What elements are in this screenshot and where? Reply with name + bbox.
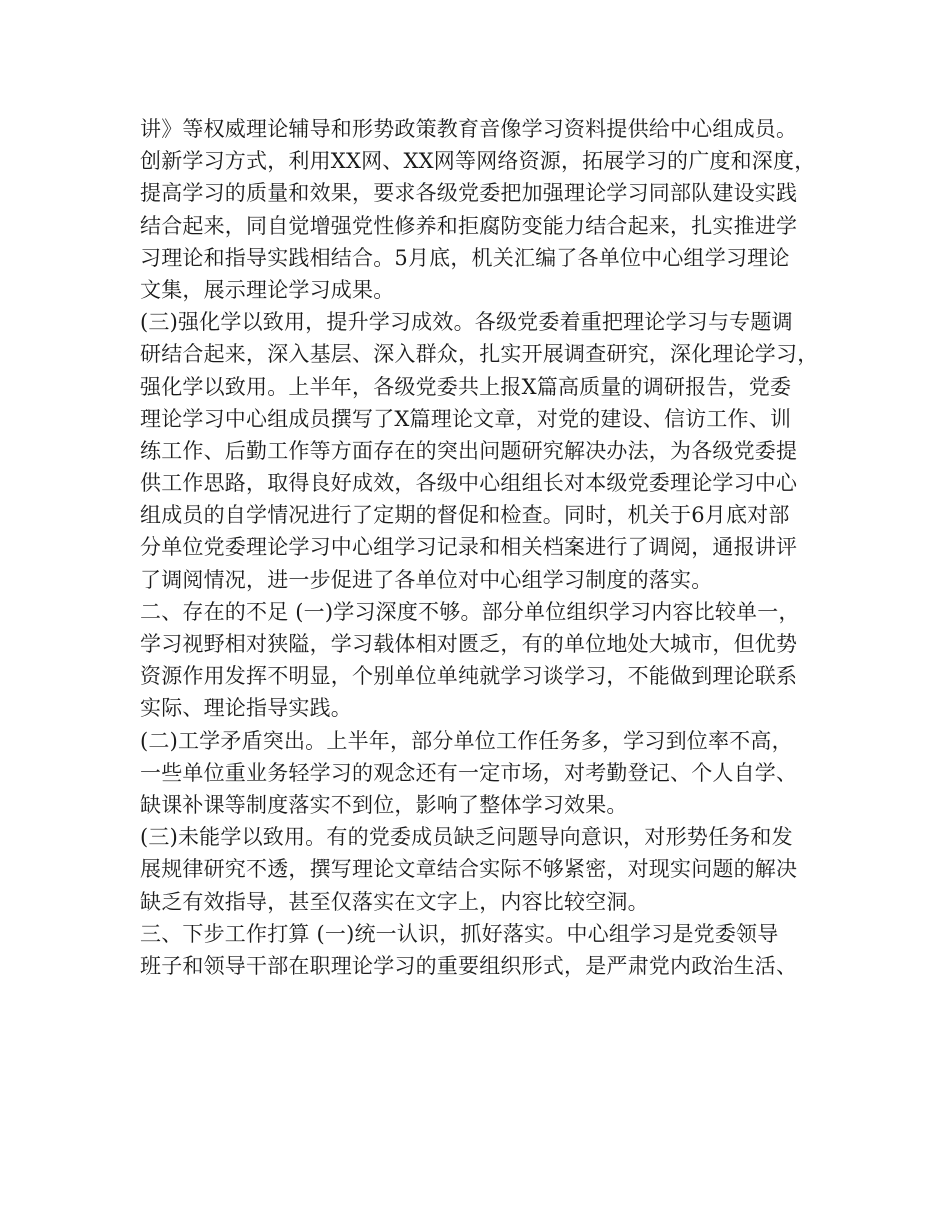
text-line: (三)强化学以致用，提升学习成效。各级党委着重把理论学习与专题调	[140, 310, 793, 335]
text-line: 资源作用发挥不明显，个别单位单纯就学习谈学习，不能做到理论联系	[140, 664, 798, 689]
text-line: (三)未能学以致用。有的党委成员缺乏问题导向意识，对形势任务和发	[140, 825, 793, 850]
text-line: 学习视野相对狭隘，学习载体相对匮乏，有的单位地处大城市，但优势	[140, 632, 798, 656]
text-line: 组成员的自学情况进行了定期的督促和检查。同时，机关于6月底对部	[140, 503, 790, 528]
text-line: 展规律研究不透，撰写理论文章结合实际不够紧密，对现实问题的解决	[140, 857, 798, 882]
text-line: (二)工学矛盾突出。上半年，部分单位工作任务多，学习到位率不高，	[140, 728, 793, 753]
text-line: 结合起来，同自觉增强党性修养和拒腐防变能力结合起来，扎实推进学	[140, 213, 798, 238]
text-line: 提高学习的质量和效果，要求各级党委把加强理论学习同部队建设实践	[140, 181, 798, 206]
document-body	[140, 113, 840, 982]
text-line: 三、下步工作打算 (一)统一认识，抓好落实。中心组学习是党委领导	[140, 921, 779, 946]
text-line: 分单位党委理论学习中心组学习记录和相关档案进行了调阅，通报讲评	[140, 535, 798, 560]
text-line: 二、存在的不足 (一)学习深度不够。部分单位组织学习内容比较单一，	[140, 599, 800, 624]
text-line: 一些单位重业务轻学习的观念还有一定市场，对考勤登记、个人自学、	[140, 760, 798, 785]
text-line: 研结合起来，深入基层、深入群众，扎实开展调查研究，深化理论学习，	[140, 342, 819, 367]
text-line: 练工作、后勤工作等方面存在的突出问题研究解决办法，为各级党委提	[140, 438, 798, 463]
text-line: 文集，展示理论学习成果。	[140, 277, 395, 302]
text-line: 习理论和指导实践相结合。5月底，机关汇编了各单位中心组学习理论	[140, 245, 790, 270]
text-line: 理论学习中心组成员撰写了X篇理论文章，对党的建设、信访工作、训	[140, 406, 792, 431]
text-line: 讲》等权威理论辅导和形势政策教育音像学习资料提供给中心组成员。	[140, 117, 798, 141]
text-line: 缺课补课等制度落实不到位，影响了整体学习效果。	[140, 792, 628, 817]
text-line: 缺乏有效指导，甚至仅落实在文字上，内容比较空洞。	[140, 889, 649, 914]
text-line: 了调阅情况，进一步促进了各单位对中心组学习制度的落实。	[140, 567, 713, 592]
text-line: 供工作思路，取得良好成效，各级中心组组长对本级党委理论学习中心	[140, 471, 798, 496]
text-line: 班子和领导干部在职理论学习的重要组织形式，是严肃党内政治生活、	[140, 953, 798, 978]
text-line: 创新学习方式，利用XX网、XX网等网络资源，拓展学习的广度和深度，	[140, 149, 816, 174]
text-line: 强化学以致用。上半年，各级党委共上报X篇高质量的调研报告，党委	[140, 374, 792, 399]
text-line: 实际、理论指导实践。	[140, 696, 352, 721]
